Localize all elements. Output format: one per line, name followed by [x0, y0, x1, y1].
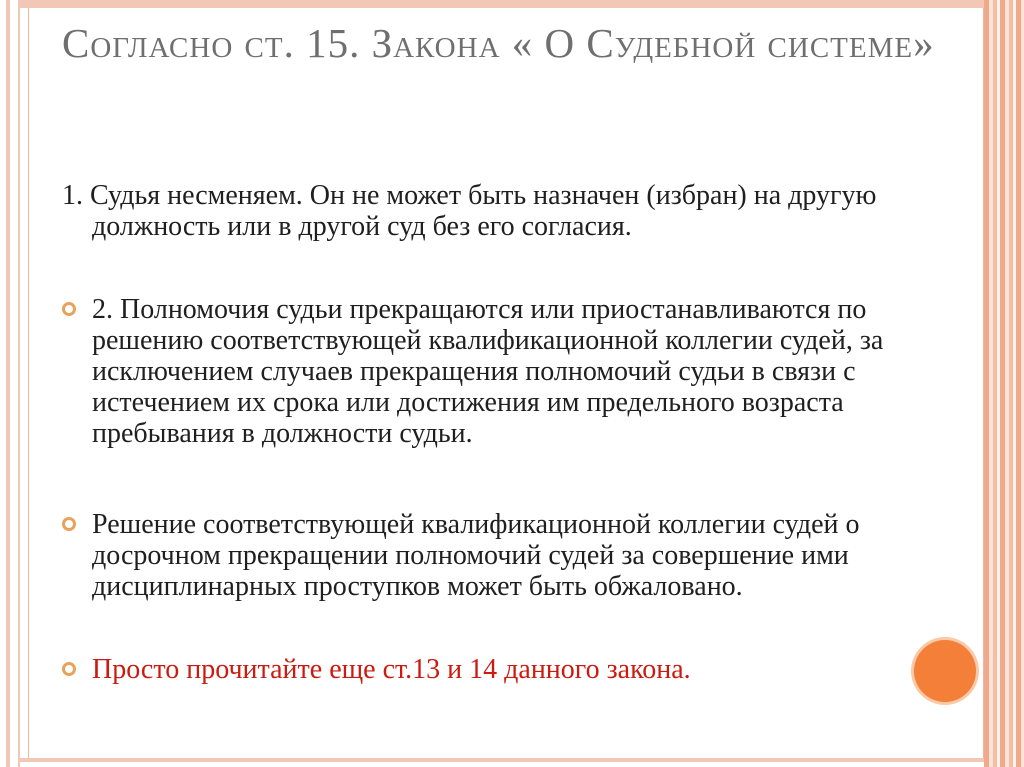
paragraph-3 — [62, 509, 912, 602]
orange-circle-decoration — [914, 640, 976, 702]
paragraph-2-text: 2. Полномочия судьи прекращаются или приостанавливаются по решению соответствующей квалификационной коллегии судей, за исключением случаев прекращения полномочий судьи в связи с истечением их срока или достижения им предельного возраста пребывания в должности судьи. — [92, 294, 884, 449]
bullet-icon — [62, 662, 76, 676]
paragraph-4 — [62, 654, 912, 685]
slide-title: Согласно ст. 15. Закона « О Судебной системе» — [62, 20, 935, 66]
top-frame-decoration — [20, 0, 984, 8]
slide-content — [62, 180, 912, 685]
bullet-icon — [62, 302, 76, 316]
bottom-frame-decoration — [20, 758, 984, 762]
paragraph-2 — [62, 294, 912, 449]
paragraph-1: 1. Судья несменяем. Он не может быть назначен (избран) на другую должность или в другой суд без его согласия. — [62, 180, 877, 242]
bullet-icon — [62, 517, 76, 531]
paragraph-4-text: Просто прочитайте еще ст.13 и 14 данного закона. — [92, 654, 691, 685]
paragraph-3-text: Решение соответствующей квалификационной коллегии судей о досрочном прекращении полномочий судей за совершение ими дисциплинарных проступков может быть обжаловано. — [92, 509, 860, 602]
left-frame-decoration — [0, 0, 30, 767]
right-stripes-decoration — [984, 0, 1024, 767]
